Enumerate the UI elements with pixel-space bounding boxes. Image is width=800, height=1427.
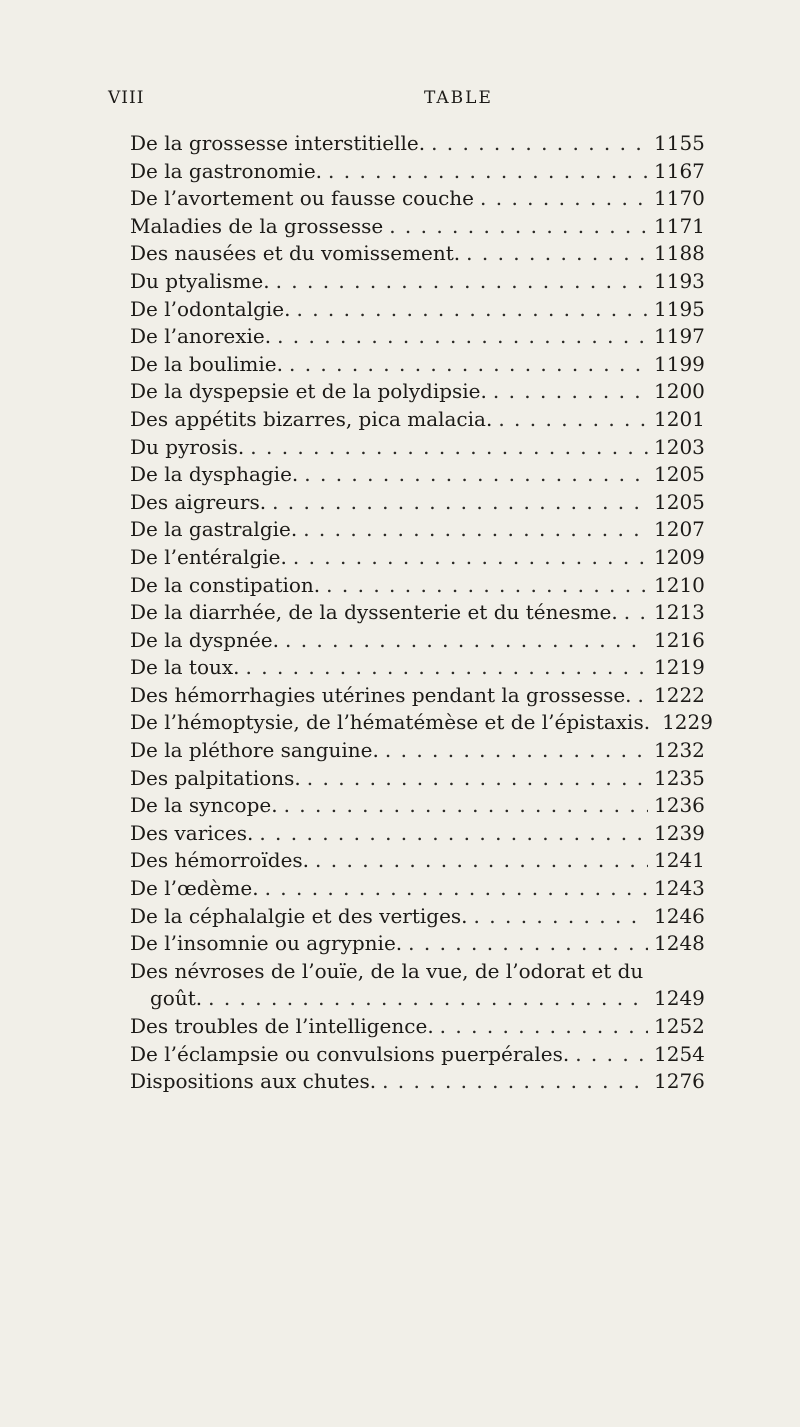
dot-leader [498, 406, 648, 434]
toc-entry-title: De l’insomnie ou agrypnie. [130, 931, 403, 956]
dot-leader [303, 516, 648, 544]
toc-entry [130, 240, 705, 268]
toc-entry [130, 268, 705, 296]
toc-entry [130, 682, 705, 710]
table-of-contents [130, 130, 713, 1096]
toc-entry [130, 1041, 705, 1069]
toc-entry-page: 1219 [654, 655, 705, 680]
toc-entry [130, 351, 705, 379]
toc-entry [130, 323, 705, 351]
toc-entry-title: Des appétits bizarres, pica malacia. [130, 406, 493, 431]
toc-entry-page: 1248 [654, 931, 705, 956]
toc-entry [130, 489, 705, 517]
toc-entry [130, 516, 705, 544]
dot-leader [307, 765, 648, 793]
toc-entry [130, 213, 705, 241]
toc-entry-page: 1236 [654, 793, 705, 818]
running-title: TABLE [424, 88, 493, 108]
toc-entry [130, 406, 705, 434]
toc-entry [130, 709, 713, 737]
toc-entry [130, 737, 705, 765]
dot-leader [304, 461, 648, 489]
toc-entry [130, 903, 705, 931]
dot-leader [328, 158, 648, 186]
dot-leader [285, 627, 648, 655]
toc-entry-title: De l’entéralgie. [130, 544, 287, 569]
toc-entry-page: 1171 [654, 213, 705, 238]
toc-entry-title: Des hémorroïdes. [130, 848, 310, 873]
toc-entry [130, 958, 698, 986]
toc-entry-page: 1210 [654, 572, 705, 597]
toc-entry [130, 185, 705, 213]
toc-entry-page: 1241 [654, 848, 705, 873]
dot-leader [284, 792, 648, 820]
toc-entry-title-continued: goût. [150, 986, 203, 1011]
toc-entry-page: 1246 [654, 903, 705, 928]
dot-leader [382, 1068, 648, 1096]
toc-entry-page: 1222 [654, 682, 705, 707]
toc-entry-title: Des nausées et du vomissement. [130, 241, 461, 266]
toc-entry [130, 847, 705, 875]
toc-entry-title: Dispositions aux chutes. [130, 1069, 377, 1094]
toc-entry-title: Des névroses de l’ouïe, de la vue, de l’odorat et du [130, 958, 644, 983]
toc-entry [130, 158, 705, 186]
toc-entry-page: 1200 [654, 379, 705, 404]
page-header [108, 88, 708, 118]
toc-entry-title: Des hémorrhagies utérines pendant la grossesse. [130, 682, 632, 707]
toc-entry-title: De l’hémoptysie, de l’hématémèse et de l’épistaxis. [130, 710, 651, 735]
toc-entry-page: 1254 [654, 1041, 705, 1066]
toc-entry [130, 627, 705, 655]
toc-entry [130, 875, 705, 903]
dot-leader [250, 434, 648, 462]
toc-entry-page: 1188 [654, 241, 705, 266]
toc-entry-title: De l’œdème. [130, 876, 259, 901]
toc-entry-page: 1193 [654, 268, 705, 293]
dot-leader [575, 1041, 648, 1069]
toc-entry-title: Des aigreurs. [130, 489, 267, 514]
dot-leader [259, 820, 648, 848]
toc-entry-title: De la syncope. [130, 793, 278, 818]
dot-leader [297, 296, 649, 324]
dot-leader [389, 213, 648, 241]
toc-entry [130, 792, 705, 820]
toc-entry-page: 1229 [662, 710, 713, 735]
dot-leader [385, 737, 648, 765]
toc-entry-page: 1205 [654, 462, 705, 487]
dot-leader [315, 847, 648, 875]
dot-leader [208, 985, 648, 1013]
toc-entry-page: 1276 [654, 1069, 705, 1094]
toc-entry-title: De la céphalalgie et des vertiges. [130, 903, 468, 928]
toc-entry-page: 1252 [654, 1014, 705, 1038]
dot-leader [480, 185, 648, 213]
dot-leader [276, 268, 648, 296]
toc-entry-title: De la dyspepsie et de la polydipsie. [130, 379, 487, 404]
toc-entry-page: 1199 [654, 351, 705, 376]
dot-leader [246, 654, 648, 682]
dot-leader [326, 572, 648, 600]
dot-leader [265, 875, 648, 903]
toc-entry [130, 378, 705, 406]
toc-entry-page: 1207 [654, 517, 705, 542]
toc-entry-title: De la pléthore sanguine. [130, 738, 379, 763]
toc-entry-page: 1235 [654, 765, 705, 790]
dot-leader [624, 599, 648, 627]
toc-entry-page: 1170 [654, 186, 705, 211]
toc-entry [130, 1013, 705, 1041]
toc-entry-title: De la dyspnée. [130, 627, 279, 652]
toc-entry-title: De l’éclampsie ou convulsions puerpérales. [130, 1041, 570, 1066]
toc-entry-page: 1243 [654, 876, 705, 901]
toc-entry-page: 1197 [654, 324, 705, 349]
toc-entry [130, 599, 705, 627]
toc-entry-page: 1239 [654, 820, 705, 845]
toc-entry-title: Du ptyalisme. [130, 268, 270, 293]
toc-entry [130, 434, 705, 462]
toc-entry-page: 1209 [654, 544, 705, 569]
toc-entry [130, 544, 705, 572]
dot-leader [277, 323, 648, 351]
toc-entry-title: De l’avortement ou fausse couche [130, 186, 475, 211]
toc-entry [130, 820, 705, 848]
dot-leader [474, 903, 648, 931]
dot-leader [638, 682, 648, 710]
dot-leader [466, 240, 648, 268]
toc-entry [130, 572, 705, 600]
toc-entry [130, 296, 705, 324]
toc-entry-page: 1167 [654, 158, 705, 183]
toc-entry-page: 1249 [654, 986, 705, 1011]
toc-entry-title: Des palpitations. [130, 765, 301, 790]
dot-leader [293, 544, 648, 572]
toc-entry-title: Des troubles de l’intelligence. [130, 1014, 434, 1038]
toc-entry [130, 1068, 705, 1096]
dot-leader [431, 130, 648, 158]
toc-entry-title: Maladies de la grossesse [130, 213, 384, 238]
toc-entry-page: 1205 [654, 489, 705, 514]
toc-entry-page: 1201 [654, 406, 705, 431]
toc-entry [130, 461, 705, 489]
toc-entry-page: 1203 [654, 434, 705, 459]
toc-entry-title: Du pyrosis. [130, 434, 245, 459]
dot-leader [272, 489, 648, 517]
toc-entry [130, 765, 705, 793]
toc-entry-continuation [130, 985, 705, 1013]
dot-leader [408, 930, 648, 958]
toc-entry-title: De la grossesse interstitielle. [130, 131, 426, 155]
toc-entry-title: Des varices. [130, 820, 254, 845]
dot-leader [289, 351, 648, 379]
toc-entry-title: De la boulimie. [130, 351, 283, 376]
toc-entry [130, 654, 705, 682]
toc-entry-page: 1232 [654, 738, 705, 763]
toc-entry-title: De la dysphagie. [130, 462, 299, 487]
toc-entry-page: 1216 [654, 627, 705, 652]
toc-entry-title: De la constipation. [130, 572, 321, 597]
toc-entry-page: 1195 [654, 296, 705, 321]
toc-entry [130, 930, 705, 958]
toc-entry-title: De la diarrhée, de la dyssenterie et du ténesme. [130, 600, 618, 625]
toc-entry [130, 130, 705, 158]
toc-entry-title: De la gastronomie. [130, 158, 323, 183]
toc-entry-title: De la toux. [130, 655, 240, 680]
page-number: VIII [108, 88, 145, 108]
dot-leader [493, 378, 648, 406]
toc-entry-page: 1155 [654, 131, 705, 155]
toc-entry-title: De la gastralgie. [130, 517, 298, 542]
toc-entry-title: De l’odontalgie. [130, 296, 291, 321]
dot-leader [440, 1013, 648, 1041]
toc-entry-title: De l’anorexie. [130, 324, 272, 349]
toc-entry-page: 1213 [654, 600, 705, 625]
